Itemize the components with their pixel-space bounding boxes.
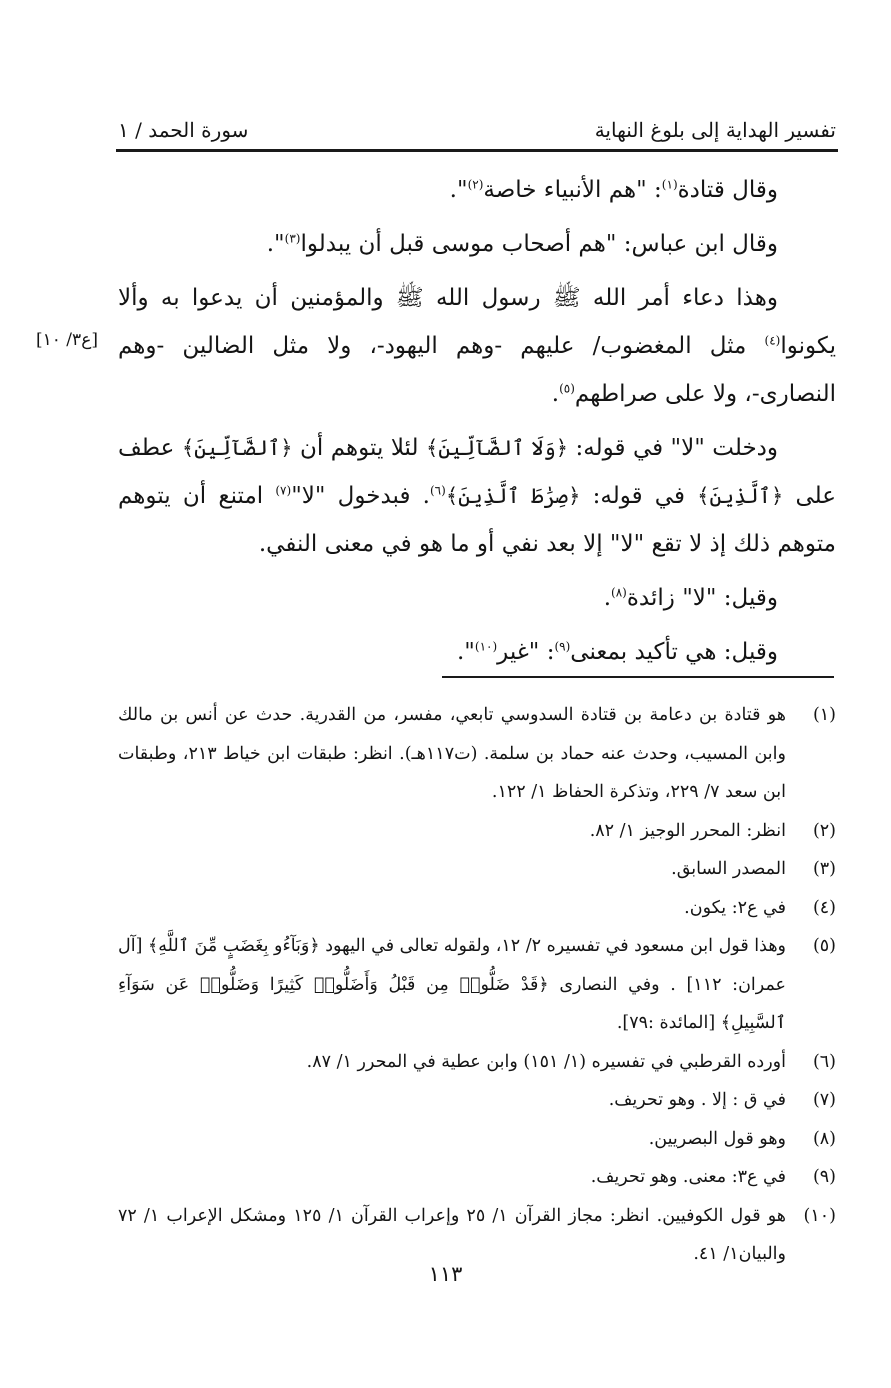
book-title: تفسير الهداية إلى بلوغ النهاية	[594, 118, 836, 142]
footnote-item	[118, 889, 836, 928]
footnote-text: في ق : إلا . وهو تحريف.	[608, 1090, 786, 1110]
footnote-ref[interactable]: (٦)	[429, 483, 446, 498]
paragraph-takid: وقيل: هي تأكيد بمعنى$^{(٩)}$: "غير$^{(١٠)}$".	[456, 639, 778, 665]
footnote-ref[interactable]: (٩)	[554, 639, 571, 654]
manuscript-folio-mark: [ع٣/ ١٠]	[36, 330, 98, 350]
footnote-number: (٤)	[812, 897, 836, 918]
footnote-text: أورده القرطبي في تفسيره (١/ ١٥١) وابن عطية في المحرر ١/ ٨٧.	[306, 1051, 786, 1072]
footnote-ref[interactable]: (٨)	[611, 585, 627, 600]
footnote-item	[118, 812, 836, 851]
footnote-number: (٨)	[812, 1128, 836, 1149]
footnote-ref[interactable]: (١)	[661, 177, 678, 192]
quran-quote: ﴿ٱلضَّآلِّينَ﴾	[181, 436, 293, 460]
quran-quote: ﴿ٱلَّذِينَ﴾	[697, 484, 784, 508]
footnote-item	[118, 1158, 836, 1197]
footnote-ref[interactable]: (٧)	[275, 483, 292, 498]
footnote-number: (٢)	[812, 820, 836, 841]
footnote-number: (٦)	[812, 1051, 836, 1072]
footnote-item	[118, 850, 836, 889]
footnote-number: (٥)	[812, 936, 836, 956]
footnote-item	[118, 696, 836, 812]
footnote-text: وهو قول البصريين.	[648, 1128, 786, 1149]
footnote-ref[interactable]: (١٠)	[474, 639, 498, 654]
paragraph-qatada: وقال قتادة$^{(١)}$: "هم الأنبياء خاصة$^{(٢)}$".	[449, 177, 778, 203]
footnote-text: هو قتادة بن دعامة بن قتادة السدوسي تابعي، مفسر، من القدرية. حدث عن أنس بن مالك وابن المسيب، وحدث عنه حماد بن سلمة. (ت١١٧هـ). انظر: طبقات ابن خياط ٢١٣، وطبقات ابن سعد ٧/ ٢٢٩، وتذكرة الحفاظ ١/ ١٢٢.	[118, 705, 786, 802]
footnotes	[118, 696, 836, 1274]
paragraph-zaida: وقيل: "لا" زائدة$^{(٨)}$.	[603, 585, 778, 611]
footnote-text: المصدر السابق.	[671, 859, 786, 879]
footnote-item	[118, 1081, 836, 1120]
header-divider	[116, 149, 838, 152]
footnote-divider	[442, 676, 834, 678]
running-header	[118, 112, 836, 148]
footnote-text: انظر: المحرر الوجيز ١/ ٨٢.	[589, 820, 786, 841]
paragraph-ibn-abbas: وقال ابن عباس: "هم أصحاب موسى قبل أن يبدلوا$^{(٣)}$".	[266, 231, 778, 257]
page-number: ١١٣	[428, 1262, 463, 1286]
footnote-ref[interactable]: (٢)	[467, 177, 484, 192]
footnote-number: (١٠)	[803, 1205, 836, 1226]
main-text	[118, 166, 836, 682]
footnote-ref[interactable]: (٣)	[284, 231, 301, 246]
footnote-number: (٩)	[812, 1167, 836, 1187]
footnote-text: في ع٢: يكون.	[684, 897, 786, 918]
footnote-item	[118, 927, 836, 1043]
footnote-number: (٧)	[812, 1090, 836, 1110]
quran-quote: ﴿وَلَا ٱلضَّآلِّينَ﴾	[425, 436, 569, 460]
footnote-number: (٣)	[812, 859, 836, 879]
footnote-ref[interactable]: (٤)	[764, 333, 781, 348]
footnote-item	[118, 1120, 836, 1159]
footnote-text: في ع٣: معنى. وهو تحريف.	[590, 1167, 786, 1187]
footnote-number: (١)	[812, 705, 836, 725]
footnote-text: هو قول الكوفيين. انظر: مجاز القرآن ١/ ٢٥ وإعراب القرآن ١/ ١٢٥ ومشكل الإعراب ١/ ٧٢ والبيان١/ ٤١.	[118, 1205, 787, 1264]
quran-quote: ﴿صِرَٰطَ ٱلَّذِينَ﴾	[445, 484, 581, 508]
paragraph-dua: وهذا دعاء أمر الله ﷺ رسول الله ﷺ والمؤمنين أن يدعوا به وألا يكونوا$^{(٤)}$ مثل المغضوب/ عليهم -وهم اليهود-، ولا مثل الضالين -وهم النصارى-، ولا على صراطهم$^{(٥)}$.	[118, 285, 836, 407]
surah-label: سورة الحمد / ١	[118, 118, 249, 142]
footnote-text: وهذا قول ابن مسعود في تفسيره ٢/ ١٢، ولقوله تعالى في اليهود ﴿وَبَآءُو بِغَضَبٍ مِّنَ ٱللَّهِ﴾ [آل عمران: ١١٢] . وفي النصارى ﴿قَدْ ضَلُّوا۟ مِن قَبْلُ وَأَضَلُّوا۟ كَثِيرًا وَضَلُّوا۟ عَن سَوَآءِ ٱلسَّبِيلِ﴾ [المائدة :٧٩].	[118, 936, 787, 1033]
footnote-ref[interactable]: (٥)	[559, 381, 575, 396]
paragraph-la: ودخلت "لا" في قوله: ﴿وَلَا ٱلضَّآلِّينَ﴾ لئلا يتوهم أن ﴿ٱلضَّآلِّينَ﴾ عطف على ﴿ٱلَّذِينَ﴾ في قوله: ﴿صِرَٰطَ ٱلَّذِينَ﴾$^{(٦)}$. فبدخول "لا"$^{(٧)}$ امتنع أن يتوهم متوهم ذلك إذ لا تقع "لا" إلا بعد نفي أو ما هو في معنى النفي.	[118, 435, 836, 557]
footnote-item	[118, 1043, 836, 1082]
